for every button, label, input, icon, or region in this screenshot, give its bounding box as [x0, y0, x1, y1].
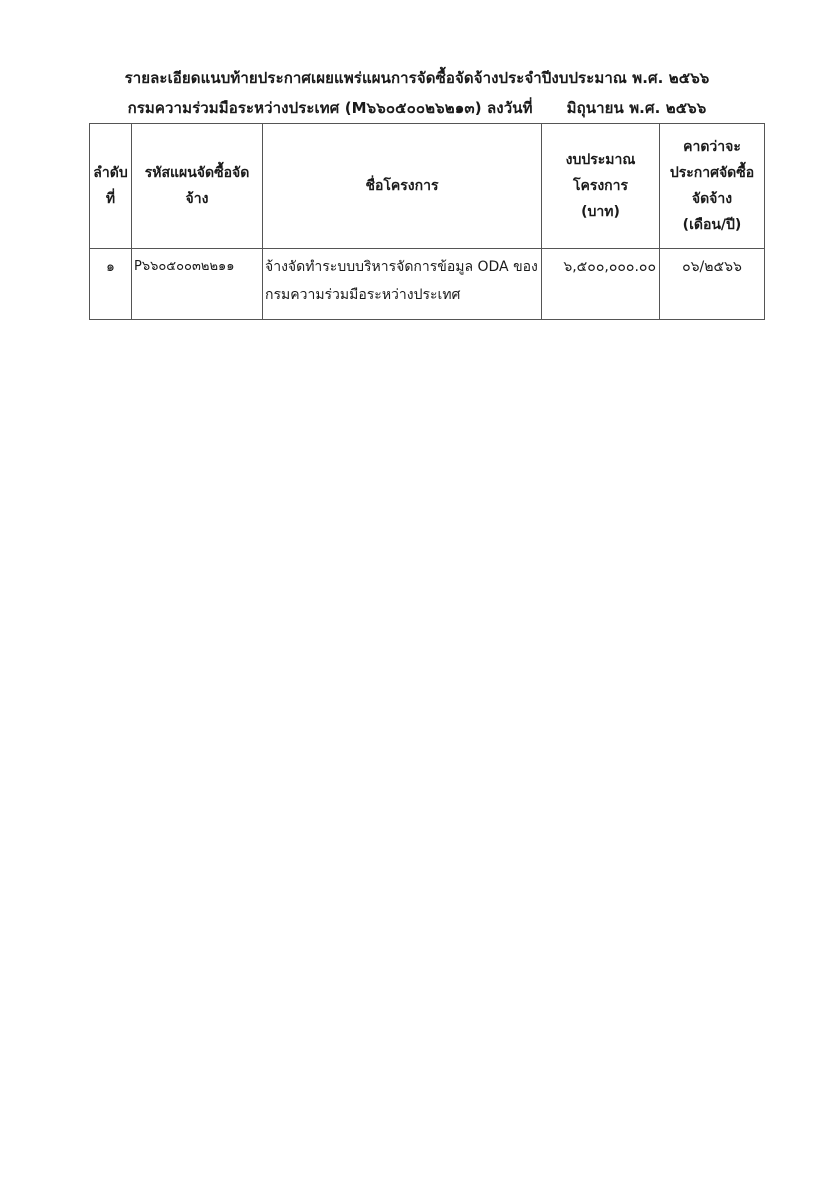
title-line-1: รายละเอียดแนบท้ายประกาศเผยแพร่แผนการจัดซื้อจัดจ้างประจำปีงบประมาณ พ.ศ. ๒๕๖๖	[124, 69, 710, 87]
header-project-name: ชื่อโครงการ	[263, 124, 542, 249]
procurement-plan-table	[89, 123, 765, 320]
cell-order-number: ๑	[90, 249, 132, 320]
header-plan-code: รหัสแผนจัดซื้อจัด จ้าง	[132, 124, 263, 249]
document-subtitle	[0, 96, 834, 120]
cell-budget: ๖,๕๐๐,๐๐๐.๐๐	[542, 249, 660, 320]
header-budget: งบประมาณ โครงการ (บาท)	[542, 124, 660, 249]
cell-plan-code: P๖๖๐๕๐๐๓๒๒๑๑	[132, 249, 263, 320]
cell-expected-date: ๐๖/๒๕๖๖	[660, 249, 765, 320]
subtitle-month-year: มิถุนายน พ.ศ. ๒๕๖๖	[566, 99, 707, 117]
project-name-line-1: จ้างจัดทำระบบบริหารจัดการข้อมูล ODA ของ	[265, 259, 538, 275]
cell-project-name	[263, 249, 542, 320]
table-header-row	[90, 124, 765, 249]
header-expected-announcement: คาดว่าจะ ประกาศจัดซื้อ จัดจ้าง (เดือน/ปี)	[660, 124, 765, 249]
table-row	[90, 249, 765, 320]
project-name-line-2: กรมความร่วมมือระหว่างประเทศ	[265, 287, 461, 303]
document-title	[0, 66, 834, 90]
header-order-number: ลำดับ ที่	[90, 124, 132, 249]
subtitle-department-date: กรมความร่วมมือระหว่างประเทศ (M๖๖๐๕๐๐๒๖๒๑๓) ลงวันที่	[127, 99, 533, 117]
